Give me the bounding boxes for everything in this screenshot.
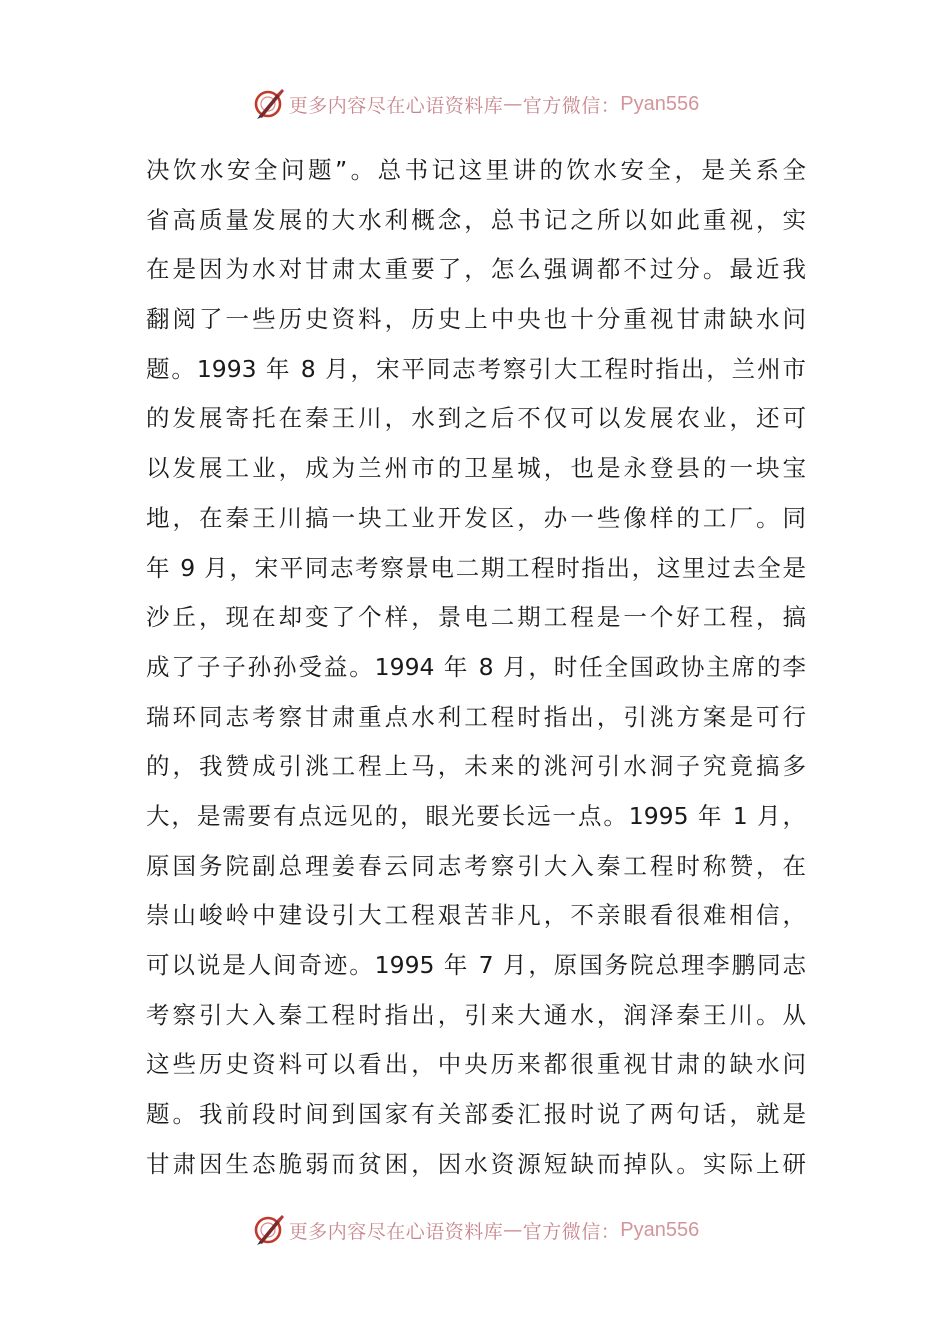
header-banner-title: 更多内容尽在心语资料库 [288, 94, 504, 117]
footer-watermark-inner [251, 1212, 700, 1248]
body-line: 省高质量发展的大水利概念，总书记之所以如此重视，实 [146, 205, 806, 234]
body-line: 甘肃因生态脆弱而贫困，因水资源短缺而掉队。实际上研 [146, 1149, 806, 1178]
header-banner-separator: — [503, 93, 523, 115]
body-line: 大，是需要有点远见的，眼光要长远一点。1995 年 1 月， [146, 801, 806, 830]
pen-logo-icon [251, 86, 287, 122]
pen-logo-icon [251, 1212, 287, 1248]
body-line: 决饮水安全问题”。总书记这里讲的饮水安全，是关系全 [146, 156, 806, 184]
body-line: 沙丘，现在却变了个样，景电二期工程是一个好工程，搞 [146, 603, 806, 632]
body-line: 在是因为水对甘肃太重要了，怎么强调都不过分。最近我 [146, 255, 806, 284]
document-body [146, 146, 806, 1189]
header-banner-wechat-label: 官方微信： [522, 94, 621, 117]
body-line: 这些历史资料可以看出，中央历来都很重视甘肃的缺水问 [146, 1050, 806, 1079]
footer-watermark-banner [0, 1210, 950, 1250]
header-banner-wechat-id: Pyan556 [620, 92, 700, 115]
body-line: 地，在秦王川搞一块工业开发区，办一些像样的工厂。同 [146, 503, 806, 532]
body-line: 年 9 月，宋平同志考察景电二期工程时指出，这里过去全是 [146, 553, 806, 582]
body-line: 的，我赞成引洮工程上马，未来的洮河引水洞子究竟搞多 [146, 752, 806, 781]
footer-banner-title: 更多内容尽在心语资料库 [288, 1220, 504, 1243]
body-line: 题。我前段时间到国家有关部委汇报时说了两句话，就是 [146, 1100, 806, 1129]
footer-banner-separator: — [503, 1219, 523, 1241]
body-line: 崇山峻岭中建设引大工程艰苦非凡，不亲眼看很难相信， [146, 901, 806, 930]
body-line: 原国务院副总理姜春云同志考察引大入秦工程时称赞，在 [146, 851, 806, 880]
body-line: 翻阅了一些历史资料，历史上中央也十分重视甘肃缺水问 [146, 305, 806, 334]
footer-banner-wechat-label: 官方微信： [522, 1220, 621, 1243]
body-line: 可以说是人间奇迹。1995 年 7 月，原国务院总理李鹏同志 [146, 951, 806, 979]
body-line: 成了子子孙孙受益。1994 年 8 月，时任全国政协主席的李 [146, 652, 806, 681]
body-line: 以发展工业，成为兰州市的卫星城，也是永登县的一块宝 [146, 454, 806, 483]
footer-banner-wechat-id: Pyan556 [620, 1218, 700, 1241]
header-watermark-inner [251, 86, 700, 122]
body-line: 考察引大入秦工程时指出，引来大通水，润泽秦王川。从 [146, 1000, 806, 1029]
body-line: 的发展寄托在秦王川，水到之后不仅可以发展农业，还可 [146, 404, 806, 433]
body-line: 题。1993 年 8 月，宋平同志考察引大工程时指出，兰州市 [146, 354, 806, 383]
body-line: 瑞环同志考察甘肃重点水利工程时指出，引洮方案是可行 [146, 702, 806, 731]
header-watermark-banner [0, 84, 950, 124]
